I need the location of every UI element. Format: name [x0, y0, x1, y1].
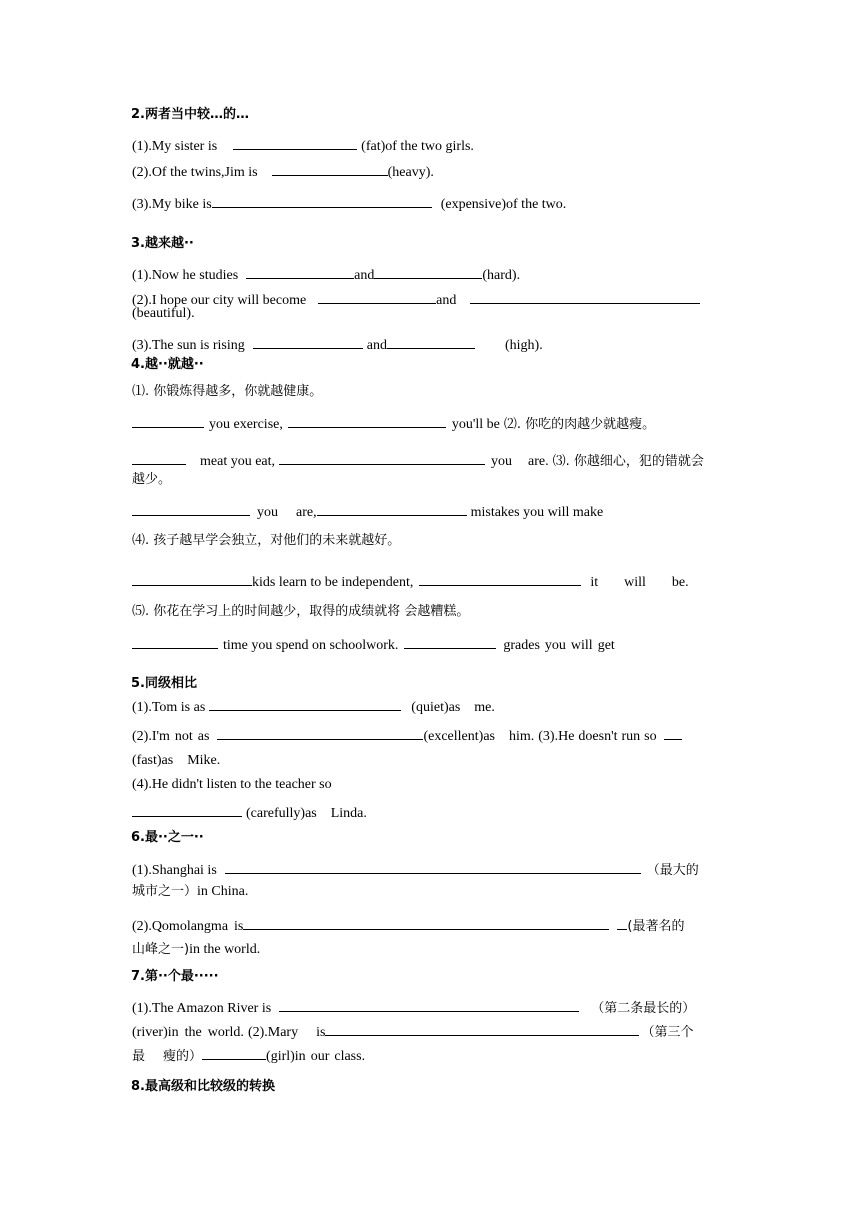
answer-blank[interactable]	[470, 290, 700, 304]
question-s5-4: (4).He didn't listen to the teacher so	[132, 777, 332, 792]
question-s3-1: (1).Now he studies and (hard).	[132, 265, 520, 285]
question-s2-1: (1).My sister is (fat)of the two girls.	[132, 136, 474, 156]
section-heading-8: 8.最高级和比较级的转换	[131, 1079, 275, 1094]
section-heading-2: 2.两者当中较…的…	[131, 107, 249, 122]
section-heading-6: 6.最··之一··	[131, 830, 204, 845]
question-s3-3: (3).The sun is rising and (high).	[132, 335, 543, 355]
question-s6-1: (1).Shanghai is （最大的	[132, 860, 699, 880]
question-s6-1-cont: 城市之一）in China.	[132, 884, 249, 899]
question-s6-2: (2).Qomolangma is (最著名的	[132, 916, 684, 936]
section-heading-7: 7.第··个最·····	[131, 969, 219, 984]
question-s2-3: (3).My bike is (expensive)of the two.	[132, 194, 566, 214]
answer-blank[interactable]	[217, 726, 423, 740]
question-s3-2-cont: (beautiful).	[132, 306, 195, 321]
question-s4-1-cn: ⑴. 你锻炼得越多，你就越健康。	[132, 384, 323, 399]
section-heading-3: 3.越来越··	[131, 236, 194, 251]
question-s6-2-cont: 山峰之一)in the world.	[132, 942, 261, 957]
answer-blank[interactable]	[132, 572, 252, 586]
answer-blank[interactable]	[243, 916, 609, 930]
answer-blank[interactable]	[132, 635, 218, 649]
question-s3-2: (2).I hope our city will become and	[132, 290, 700, 310]
question-s4-4-cn: ⑷. 孩子越早学会独立，对他们的未来就越好。	[132, 533, 401, 548]
question-s4-line-9: time you spend on schoolwork. grades you will get	[132, 635, 615, 655]
answer-blank[interactable]	[318, 290, 436, 304]
section-heading-4: 4.越··就越··	[131, 357, 204, 372]
question-s4-line-3: meat you eat, you are. ⑶. 你越细心，犯的错就会	[132, 451, 704, 471]
answer-blank[interactable]	[387, 335, 475, 349]
answer-blank[interactable]	[288, 414, 446, 428]
answer-blank[interactable]	[272, 162, 388, 176]
answer-blank[interactable]	[233, 136, 357, 150]
question-s7-2: (river)in the world. (2).Mary is （第三个	[132, 1022, 693, 1042]
question-s5-1: (1).Tom is as (quiet)as me.	[132, 697, 495, 717]
answer-blank[interactable]	[374, 265, 482, 279]
question-s4-5-cn: ⑸. 你花在学习上的时间越少，取得的成绩就将 会越糟糕。	[132, 604, 470, 619]
question-s2-2: (2).Of the twins,Jim is (heavy).	[132, 162, 434, 182]
answer-blank[interactable]	[209, 697, 401, 711]
answer-blank[interactable]	[132, 414, 204, 428]
answer-blank[interactable]	[279, 998, 579, 1012]
answer-blank[interactable]	[279, 451, 485, 465]
section-heading-5: 5.同级相比	[131, 676, 197, 691]
question-s4-line-5: you are, mistakes you will make	[132, 502, 603, 522]
question-s4-line-4: 越少。	[132, 472, 172, 487]
question-s7-1: (1).The Amazon River is （第二条最长的）	[132, 998, 695, 1018]
question-s7-3: 最 瘦的） (girl)in our class.	[132, 1046, 365, 1066]
answer-blank[interactable]	[617, 916, 627, 930]
question-s5-5: (carefully)as Linda.	[132, 803, 367, 823]
answer-blank[interactable]	[664, 726, 682, 740]
answer-blank[interactable]	[419, 572, 581, 586]
answer-blank[interactable]	[225, 860, 641, 874]
answer-blank[interactable]	[212, 194, 432, 208]
answer-blank[interactable]	[246, 265, 354, 279]
answer-blank[interactable]	[202, 1046, 266, 1060]
answer-blank[interactable]	[132, 803, 242, 817]
question-s4-line-2: you exercise, you'll be ⑵. 你吃的肉越少就越瘦。	[132, 414, 655, 434]
answer-blank[interactable]	[253, 335, 363, 349]
question-s4-line-7: kids learn to be independent, it will be.	[132, 572, 689, 592]
question-s5-2: (2).I'm not as (excellent)as him. (3).He doesn't run so	[132, 726, 682, 746]
answer-blank[interactable]	[325, 1022, 639, 1036]
question-s5-3: (fast)as Mike.	[132, 753, 221, 768]
answer-blank[interactable]	[132, 502, 250, 516]
answer-blank[interactable]	[317, 502, 467, 516]
answer-blank[interactable]	[132, 451, 186, 465]
answer-blank[interactable]	[404, 635, 496, 649]
